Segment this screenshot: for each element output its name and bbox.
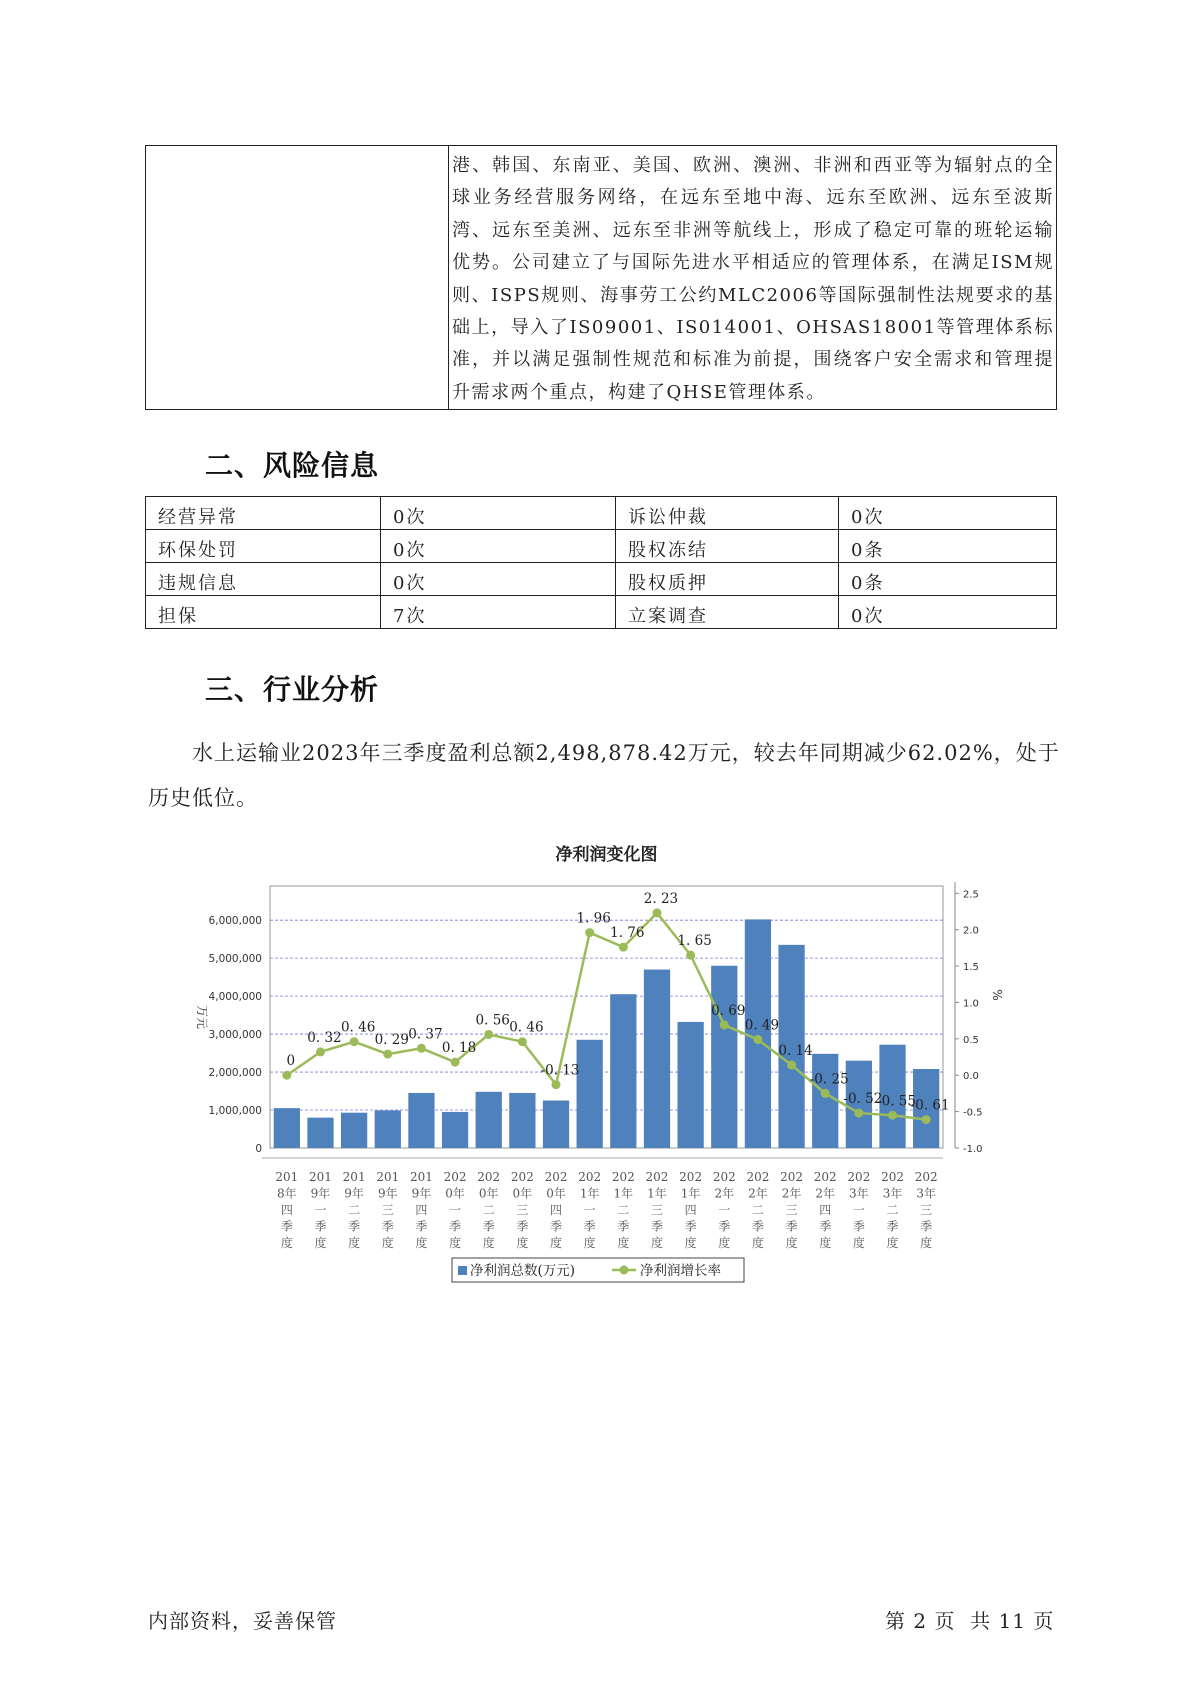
growth-point <box>821 1089 830 1098</box>
x-tick-label: 202 2年四季度 <box>813 1170 837 1250</box>
left-axis-title: 万元 <box>195 1004 209 1030</box>
data-label: 0. 69 <box>711 1003 746 1020</box>
intro-content-cell <box>449 146 1057 410</box>
x-tick-label: 202 1年三季度 <box>645 1170 669 1250</box>
risk-label: 违规信息 <box>146 563 381 596</box>
growth-point <box>383 1050 392 1059</box>
bar <box>812 1054 838 1148</box>
data-label: 0. 14 <box>778 1043 813 1060</box>
growth-point <box>350 1037 359 1046</box>
right-tick-label: 0.0 <box>963 1071 979 1083</box>
table-row <box>146 530 1057 563</box>
data-label: 0. 37 <box>408 1026 443 1043</box>
bar <box>745 919 771 1148</box>
growth-point <box>753 1035 762 1044</box>
growth-point <box>652 908 661 917</box>
x-tick-label: 202 0年二季度 <box>477 1170 501 1250</box>
growth-point <box>282 1071 291 1080</box>
bar <box>678 1022 704 1148</box>
right-tick-label: -0.5 <box>963 1107 983 1119</box>
risk-label: 股权质押 <box>616 563 839 596</box>
data-label: 0. 32 <box>307 1029 342 1046</box>
right-tick-label: 1.5 <box>963 962 979 974</box>
right-tick-label: -1.0 <box>963 1144 983 1155</box>
bar <box>644 970 670 1148</box>
x-tick-label: 202 1年四季度 <box>679 1170 703 1250</box>
intro-label-cell <box>146 146 449 410</box>
bar <box>341 1113 367 1148</box>
legend-bar-label: 净利润总数(万元) <box>470 1263 576 1279</box>
growth-point <box>518 1037 527 1046</box>
x-tick-label: 202 1年一季度 <box>578 1170 602 1250</box>
bar <box>307 1118 333 1148</box>
bar <box>509 1093 535 1148</box>
bar <box>711 966 737 1148</box>
risk-table <box>145 496 1057 629</box>
right-tick-label: 0.5 <box>963 1034 979 1046</box>
legend-line-marker <box>620 1266 629 1275</box>
bar <box>476 1092 502 1148</box>
x-tick-label: 202 3年二季度 <box>881 1170 904 1250</box>
growth-point <box>854 1109 863 1118</box>
x-tick-label: 202 0年一季度 <box>443 1170 467 1250</box>
industry-section-title: 三、行业分析 <box>205 673 380 706</box>
risk-value: 0条 <box>839 530 1057 563</box>
net-profit-chart <box>180 840 1004 1300</box>
growth-point <box>922 1115 931 1124</box>
bar <box>442 1112 468 1148</box>
risk-section-title: 二、风险信息 <box>205 449 380 482</box>
left-tick-label: 3,000,000 <box>208 1029 262 1042</box>
footer-right: 第 2 页 共 11 页 <box>885 1609 1055 1633</box>
legend-line-label: 净利润增长率 <box>640 1263 721 1279</box>
left-tick-label: 1,000,000 <box>208 1105 262 1118</box>
data-label: 1. 76 <box>610 925 645 942</box>
growth-point <box>417 1044 426 1053</box>
data-label: 0. 49 <box>744 1017 780 1034</box>
bar <box>543 1101 569 1148</box>
data-label: -0. 61 <box>910 1097 950 1114</box>
x-tick-label: 201 9年二季度 <box>342 1170 366 1250</box>
left-tick-label: 5,000,000 <box>208 953 262 966</box>
risk-label: 环保处罚 <box>146 530 381 563</box>
risk-value: 7次 <box>381 596 616 629</box>
growth-point <box>585 928 594 937</box>
right-axis-title: % <box>990 989 1004 1001</box>
growth-point <box>552 1080 561 1089</box>
data-label: 2. 23 <box>643 890 679 907</box>
risk-value: 0次 <box>381 563 616 596</box>
data-label: 1. 96 <box>576 910 611 927</box>
x-tick-label: 202 0年三季度 <box>510 1170 534 1250</box>
left-tick-label: 0 <box>255 1143 262 1155</box>
intro-table <box>145 145 1057 410</box>
x-tick-label: 201 9年一季度 <box>309 1170 332 1250</box>
data-label: 0 <box>286 1053 296 1070</box>
x-tick-label: 201 9年四季度 <box>409 1170 433 1250</box>
risk-label: 股权冻结 <box>616 530 839 563</box>
risk-value: 0次 <box>839 497 1057 530</box>
growth-point <box>720 1021 729 1030</box>
data-label: -0. 25 <box>809 1071 849 1088</box>
data-label: 0. 46 <box>340 1019 376 1036</box>
footer-left: 内部资料，妥善保管 <box>148 1609 337 1633</box>
x-tick-label: 202 3年一季度 <box>847 1170 871 1250</box>
data-label: -0. 55 <box>877 1093 916 1110</box>
data-label: -0. 52 <box>843 1091 883 1108</box>
growth-point <box>686 951 695 960</box>
x-tick-label: 202 2年三季度 <box>780 1170 804 1250</box>
x-tick-label: 202 2年一季度 <box>712 1170 736 1250</box>
x-tick-label: 202 2年二季度 <box>746 1170 770 1250</box>
x-tick-label: 201 8年四季度 <box>275 1170 299 1250</box>
left-tick-label: 2,000,000 <box>208 1067 262 1080</box>
right-tick-label: 1.0 <box>963 998 979 1010</box>
left-tick-label: 6,000,000 <box>208 915 262 928</box>
bar <box>375 1110 401 1148</box>
risk-label: 担保 <box>146 596 381 629</box>
x-tick-label: 202 3年三季度 <box>914 1170 938 1250</box>
table-row <box>146 596 1057 629</box>
growth-point <box>484 1030 493 1039</box>
growth-point <box>787 1061 796 1070</box>
x-tick-label: 201 9年三季度 <box>376 1170 400 1250</box>
risk-label: 立案调查 <box>616 596 839 629</box>
x-tick-label: 202 1年二季度 <box>611 1170 635 1250</box>
risk-label: 诉讼仲裁 <box>616 497 839 530</box>
growth-point <box>619 943 628 952</box>
bar <box>610 994 636 1148</box>
data-label: 0. 29 <box>374 1032 409 1049</box>
risk-value: 0次 <box>381 497 616 530</box>
left-tick-label: 4,000,000 <box>208 991 262 1004</box>
growth-point <box>888 1111 897 1120</box>
right-tick-label: 2.0 <box>963 925 979 937</box>
bar <box>577 1040 603 1148</box>
growth-point <box>451 1058 460 1067</box>
industry-paragraph: 水上运输业2023年三季度盈利总额2,498,878.42万元，较去年同期减少62.02%，处于历史低位。 <box>148 741 1060 810</box>
data-label: -0. 13 <box>540 1062 580 1079</box>
chart-svg <box>180 840 1004 1300</box>
risk-label: 经营异常 <box>146 497 381 530</box>
table-row <box>146 563 1057 596</box>
data-label: 0. 46 <box>509 1019 544 1036</box>
x-tick-label: 202 0年四季度 <box>544 1170 568 1250</box>
data-label: 0. 18 <box>441 1040 477 1057</box>
chart-title: 净利润变化图 <box>555 845 658 865</box>
legend-bar-swatch <box>458 1266 467 1275</box>
data-label: 1. 65 <box>677 933 712 950</box>
risk-value: 0条 <box>839 563 1057 596</box>
risk-value: 0次 <box>839 596 1057 629</box>
risk-value: 0次 <box>381 530 616 563</box>
bar <box>408 1093 434 1148</box>
table-row <box>146 497 1057 530</box>
data-label: 0. 56 <box>475 1012 510 1029</box>
intro-text: 港、韩国、东南亚、美国、欧洲、澳洲、非洲和西亚等为辐射点的全球业务经营服务网络，在远东至地中海、远东至欧洲、远东至波斯湾、远东至美洲、远东至非洲等航线上，形成了稳定可靠的班轮运输优势。公司建立了与国际先进水平相适应的管理体系，在满足ISM规则、ISPS规则、海事劳工公约MLC2006等国际强制性法规要求的基础上，导入了IS09001、IS014001、OHSAS18001等管理体系标准，并以满足强制性规范和标准为前提，围绕客户安全需求和管理提升需求两个重点，构建了QHSE管理体系。 <box>452 155 1054 403</box>
growth-point <box>316 1047 325 1056</box>
right-tick-label: 2.5 <box>963 889 979 901</box>
bar <box>274 1108 300 1148</box>
